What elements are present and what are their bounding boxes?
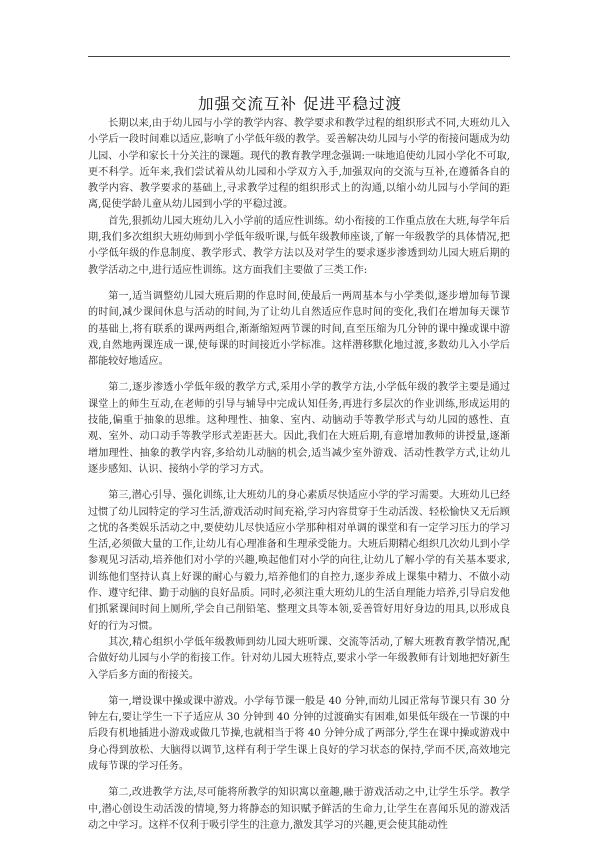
paragraph-point-2: 第二,逐步渗透小学低年级的教学方式,采用小学的教学方法,小学低年级的教学主要是通过课堂上的师生互动,在老师的引导与辅导中完成认知任务,再进行多层次的作业训练,形成运用的技能,偏重于抽象的思维。这种理性、抽象、室内、动脑动手等教学形式与幼儿园的感性、直观、室外、动口动手等教学形式差距甚大。因此,我们在大班后期,有意增加教师的讲授量,逐渐增加理性、抽象的教学内容,多给幼儿动脑的机会,适当减少室外游戏、活动性教学方式,让幼儿逐步感知、认识、接纳小学的学习方式。 [88,382,510,475]
paragraph-intro: 长期以来,由于幼儿园与小学的教学内容、教学要求和教学过程的组织形式不同,大班幼儿入小学后一段时间难以适应,影响了小学低年级的教学。妥善解决幼儿园与小学的衔接问题成为幼儿园、小学和家长十分关注的课题。现代的教育教学理念强调:一味地追使幼儿园小学化不可取,更不科学。近年来,我们尝试着从幼儿园和小学双方入手,加强双向的交流与互补,在遵循各自的教学内容、教学要求的基础上,寻求教学过程的组织形式上的沟通,以缩小幼儿园与小学间的距离,促使学龄儿童从幼儿园到小学的平稳过渡。 [88,118,510,211]
paragraph-point-5: 第二,改进教学方法,尽可能将所教学的知识寓以童趣,融于游戏活动之中,让学生乐学。教学中,潜心创设生动活泼的情境,努力将静态的知识赋予鲜活的生命力,让学生在喜闻乐见的游戏活动之中学习。这样不仅利于吸引学生的注意力,激发其学习的兴趣,更会使其能动性 [88,787,510,831]
paragraph-first-section: 首先,狠抓幼儿园大班幼儿入小学前的适应性训练。幼小衔接的工作重点放在大班,每学年后期,我们多次组织大班幼师到小学低年级听课,与低年级教师座谈,了解一年级教学的具体情况,把小学低年级的作息制度、教学形式、教学方法以及对学生的要求逐步渗透到幼儿园大班后期的教学活动之中,进行适应性训练。这方面我们主要做了三类工作: [88,215,510,276]
paragraph-point-1: 第一,适当调整幼儿园大班后期的作息时间,使最后一两周基本与小学类似,逐步增加每节课的时间,减少课间休息与活动的时间,为了让幼儿自然适应作息时间的变化,我们在增加每天课节的基础上,将有联系的课两两组合,渐渐缩短两节课的时间,直至压缩为几分钟的课中操或课中游戏,自然地两课连成一课,使每课的时间接近小学标准。这样潜移默化地过渡,多数幼儿入小学后都能较好地适应。 [88,290,510,368]
header-rule [88,56,510,57]
document-body [88,116,510,834]
paragraph-second-section: 其次,精心组织小学低年级教师到幼儿园大班听课、交流等活动,了解大班教育教学情况,配合做好幼儿园与小学的衔接工作。针对幼儿园大班特点,要求小学一年级教师有计划地把好新生入学后多方面的衔接关。 [88,636,510,681]
paragraph-point-4: 第一,增设课中操或课中游戏。小学每节课一般是 40 分钟,而幼儿园正常每节课只有 30 分钟左右,要让学生一下子适应从 30 分钟到 40 分钟的过渡确实有困难,如果低年级在一节课的中后段有机地插进小游戏或做几节操,也就相当于将 40 分钟分成了两部分,学生在课中操或游戏中身心得到放松、大脑得以调节,这样有利于学生课上良好的学习状态的保持,学而不厌,高效地完成每节课的学习任务。 [88,695,510,772]
paragraph-point-3: 第三,潜心引导、强化训练,让大班幼儿的身心素质尽快适应小学的学习需要。大班幼儿已经过惯了幼儿园特定的学习生活,游戏活动时间充裕,学习内容贯穿于生动活泼、轻松愉快又无后顾之忧的各类娱乐活动之中,要使幼儿尽快适应小学那种相对单调的课堂和有一定学习压力的学习生活,必须做大量的工作,让幼儿有心理准备和生理承受能力。大班后期精心组织几次幼儿到小学参观见习活动,培养他们对小学的兴趣,唤起他们对小学的向往,让幼儿了解小学的有关基本要求,训练他们坚持认真上好课的耐心与毅力,培养他们的自控力,逐步养成上课集中精力、不做小动作、遵守纪律、勤于动脑的良好品质。同时,必须注重大班幼儿的生活自理能力培养,引导启发他们抓紧课间时间上厕所,学会自己削铅笔、整理文具等本领,妥善管好用好身边的用具,以形成良好的行为习惯。 [88,490,510,632]
document-title: 加强交流互补 促进平稳过渡 [198,95,402,113]
